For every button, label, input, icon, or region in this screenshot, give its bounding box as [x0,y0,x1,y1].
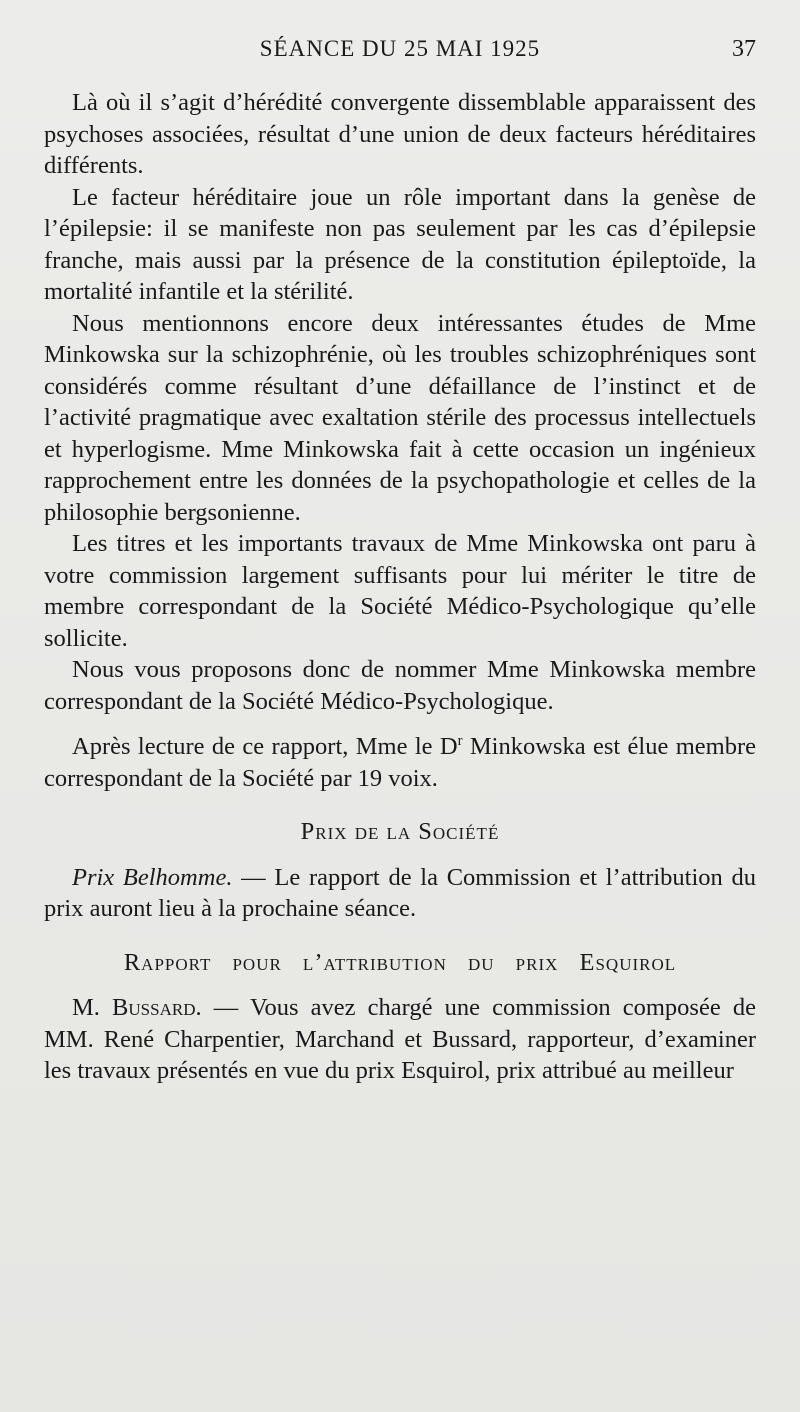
paragraph-titres-travaux: Les titres et les importants travaux de Mme Minkowska ont paru à votre commission largement suffisants pour lui mériter le titre de membre correspondant de la Société Médico-Psychologique qu’elle sollicite. [44,530,756,652]
doctor-superscript: r [457,732,463,749]
body-text [44,87,756,1087]
paragraph-prix-belhomme [44,862,756,925]
section-heading-prix-societe: Prix de la Société [300,818,500,845]
section-heading-prix-esquirol: Rapport pour l’attribution du prix Esquirol [123,948,677,976]
page-header [0,36,800,76]
spacer [44,925,756,947]
election-text-start: Après lecture de ce rapport, Mme le D [72,733,458,760]
page-number: 37 [732,36,756,62]
paragraph-election-result [44,731,756,794]
paragraph-schizophrenie: Nous mentionnons encore deux intéressantes études de Mme Minkowska sur la schizophrénie, où les troubles schizophréniques sont considérés comme résultant d’une défaillance de l’instinct et de l’activité pragmatique avec exaltation stérile des processus intellectuels et hyperlogisme. Mme Minkowska fait à cette occasion un ingénieux rapprochement entre les données de la psychopathologie et celles de la philosophie bergsonienne. [44,309,756,526]
spacer [44,848,756,862]
paragraph-rapport-esquirol [44,992,756,1087]
speaker-name: M. Bussard. [72,994,202,1021]
spacer [44,794,756,816]
election-text-end: Minkowska est élue membre correspondant de la Société par 19 voix. [44,733,756,792]
running-title: SÉANCE DU 25 MAI 1925 [259,36,541,61]
rapport-esquirol-text: — Vous avez chargé une commission composée de MM. René Charpentier, Marchand et Bussard, rapporteur, d’examiner les travaux présentés en vue du prix Esquirol, prix attribué au meilleur [44,994,756,1084]
spacer [44,717,756,731]
prix-belhomme-label: Prix Belhomme. [72,863,233,891]
paragraph-epilepsie: Le facteur héréditaire joue un rôle important dans la genèse de l’épilepsie: il se manifeste non pas seulement par les cas d’épilepsie franche, mais aussi par la présence de la constitution épileptoïde, la mortalité infantile et la stérilité. [44,183,756,305]
spacer [44,978,756,992]
paragraph-proposition: Nous vous proposons donc de nommer Mme Minkowska membre correspondant de la Société Médico-Psychologique. [44,656,756,715]
prix-belhomme-text: — Le rapport de la Commission et l’attribution du prix auront lieu à la prochaine séance. [44,863,757,922]
paragraph-heredite-convergente: Là où il s’agit d’hérédité convergente dissemblable apparaissent des psychoses associées, résultat d’une union de deux facteurs héréditaires différents. [44,89,756,179]
